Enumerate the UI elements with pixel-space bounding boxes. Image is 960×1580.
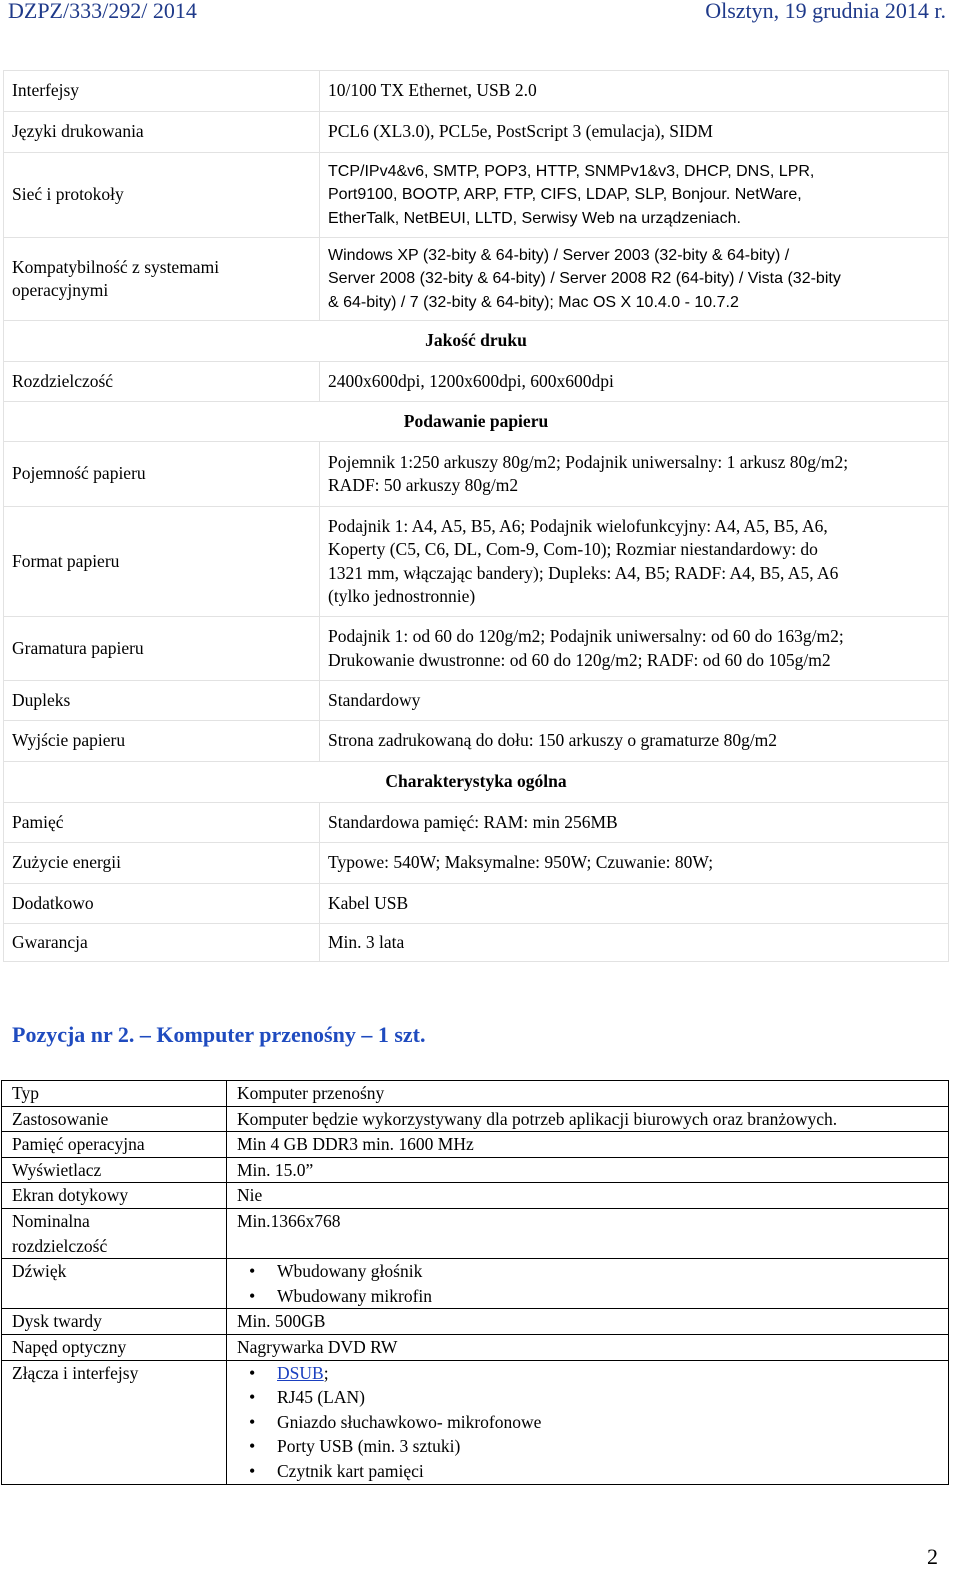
- row-label: Gwarancja: [4, 924, 320, 962]
- table-row: [4, 803, 949, 843]
- label-line: operacyjnymi: [12, 280, 109, 300]
- page-number: 2: [927, 1544, 938, 1569]
- row-value: [320, 238, 949, 321]
- row-value: Standardowy: [320, 681, 949, 721]
- row-label: Pamięć operacyjna: [2, 1132, 227, 1158]
- sound-list: [237, 1259, 938, 1308]
- table-row: [4, 884, 949, 924]
- table-row: [4, 362, 949, 402]
- table-row: [4, 153, 949, 238]
- row-label: Sieć i protokoły: [4, 153, 320, 238]
- row-label: Interfejsy: [4, 71, 320, 112]
- dsub-link[interactable]: DSUB: [277, 1362, 324, 1383]
- value-line: EtherTalk, NetBEUI, LLTD, Serwisy Web na urządzeniach.: [328, 209, 741, 227]
- list-item: • Czytnik kart pamięci: [277, 1459, 938, 1484]
- row-label: Zastosowanie: [2, 1106, 227, 1132]
- row-value: [320, 617, 949, 681]
- list-item: • Gniazdo słuchawkowo- mikrofonowe: [277, 1410, 938, 1435]
- table-row: [4, 442, 949, 507]
- printer-spec-table: [3, 70, 949, 962]
- value-line: & 64-bity) / 7 (32-bity & 64-bity); Mac OS X 10.4.0 - 10.7.2: [328, 293, 739, 311]
- table-row: [2, 1334, 949, 1360]
- row-value: [227, 1360, 949, 1484]
- row-value: Min.1366x768: [227, 1208, 949, 1258]
- row-label: [4, 238, 320, 321]
- table-row: [4, 843, 949, 884]
- row-label: Pojemność papieru: [4, 442, 320, 507]
- table-row: [4, 238, 949, 321]
- table-row: [2, 1106, 949, 1132]
- value-line: Koperty (C5, C6, DL, Com-9, Com-10); Rozmiar niestandardowy: do: [328, 539, 818, 559]
- position-title: Pozycja nr 2. – Komputer przenośny – 1 szt.: [12, 1022, 426, 1047]
- value-line: Port9100, BOOTP, ARP, FTP, CIFS, LDAP, SLP, Bonjour. NetWare,: [328, 186, 802, 204]
- row-value: [320, 507, 949, 617]
- row-value: Nie: [227, 1183, 949, 1209]
- table-row: [2, 1183, 949, 1209]
- table-row: [2, 1157, 949, 1183]
- label-line: Nominalna: [12, 1210, 90, 1231]
- page-header: [0, 0, 960, 40]
- table-row: [2, 1309, 949, 1335]
- row-value: Komputer przenośny: [227, 1081, 949, 1107]
- label-line: rozdzielczość: [12, 1235, 108, 1256]
- row-value: Min 4 GB DDR3 min. 1600 MHz: [227, 1132, 949, 1158]
- table-row: [2, 1360, 949, 1484]
- place-date: Olsztyn, 19 grudnia 2014 r.: [705, 0, 946, 23]
- value-line: Podajnik 1: od 60 do 120g/m2; Podajnik uniwersalny: od 60 do 163g/m2;: [328, 626, 844, 646]
- table-row: [2, 1132, 949, 1158]
- list-item: • RJ45 (LAN): [277, 1385, 938, 1410]
- section-heading-paper: Podawanie papieru: [4, 402, 949, 442]
- row-label: Rozdzielczość: [4, 362, 320, 402]
- table-row: [4, 507, 949, 617]
- value-line: 1321 mm, włączając bandery); Dupleks: A4, B5; RADF: A4, B5, A5, A6: [328, 562, 839, 583]
- row-value: [320, 153, 949, 238]
- row-value: [227, 1259, 949, 1309]
- row-label: Format papieru: [4, 507, 320, 617]
- row-label: [2, 1208, 227, 1258]
- table-row: [4, 721, 949, 762]
- row-label: Dodatkowo: [4, 884, 320, 924]
- document-number: DZPZ/333/292/ 2014: [8, 0, 197, 23]
- table-row: [4, 112, 949, 153]
- row-value: Komputer będzie wykorzystywany dla potrzeb aplikacji biurowych oraz branżowych.: [227, 1106, 949, 1132]
- list-item: • Porty USB (min. 3 sztuki): [277, 1434, 938, 1459]
- dsub-suffix: ;: [323, 1362, 329, 1383]
- row-label: Złącza i interfejsy: [2, 1360, 227, 1484]
- row-value: Standardowa pamięć: RAM: min 256MB: [320, 803, 949, 843]
- list-item: [277, 1361, 938, 1386]
- value-line: Podajnik 1: A4, A5, B5, A6; Podajnik wielofunkcyjny: A4, A5, B5, A6,: [328, 515, 828, 536]
- row-label: Ekran dotykowy: [2, 1183, 227, 1209]
- section-row: [4, 321, 949, 362]
- row-value: Typowe: 540W; Maksymalne: 950W; Czuwanie: 80W;: [320, 843, 949, 884]
- row-label: Dupleks: [4, 681, 320, 721]
- row-value: Strona zadrukowaną do dołu: 150 arkuszy o gramaturze 80g/m2: [320, 721, 949, 762]
- value-line: (tylko jednostronnie): [328, 586, 476, 606]
- value-line: RADF: 50 arkuszy 80g/m2: [328, 475, 519, 495]
- table-row: [2, 1259, 949, 1309]
- row-label: Pamięć: [4, 803, 320, 843]
- row-label: Zużycie energii: [4, 843, 320, 884]
- row-value: PCL6 (XL3.0), PCL5e, PostScript 3 (emulacja), SIDM: [320, 112, 949, 153]
- row-value: 10/100 TX Ethernet, USB 2.0: [320, 71, 949, 112]
- row-label: Typ: [2, 1081, 227, 1107]
- value-line: TCP/IPv4&v6, SMTP, POP3, HTTP, SNMPv1&v3, DHCP, DNS, LPR,: [328, 162, 815, 180]
- row-value: Min. 15.0”: [227, 1157, 949, 1183]
- list-item: • Wbudowany mikrofin: [277, 1284, 938, 1309]
- row-label: Dysk twardy: [2, 1309, 227, 1335]
- value-line: Pojemnik 1:250 arkuszy 80g/m2; Podajnik uniwersalny: 1 arkusz 80g/m2;: [328, 451, 849, 472]
- row-value: Kabel USB: [320, 884, 949, 924]
- row-label: Wyjście papieru: [4, 721, 320, 762]
- row-value: [320, 442, 949, 507]
- table-row: [2, 1081, 949, 1107]
- row-value: 2400x600dpi, 1200x600dpi, 600x600dpi: [320, 362, 949, 402]
- table-row: [2, 1208, 949, 1258]
- table-row: [4, 617, 949, 681]
- table-row: [4, 681, 949, 721]
- list-item: • Wbudowany głośnik: [277, 1259, 938, 1284]
- row-label: Wyświetlacz: [2, 1157, 227, 1183]
- value-line: Server 2008 (32-bity & 64-bity) / Server 2008 R2 (64-bity) / Vista (32-bity: [328, 270, 841, 288]
- value-line: Drukowanie dwustronne: od 60 do 120g/m2; RADF: od 60 do 105g/m2: [328, 649, 831, 670]
- row-value: Nagrywarka DVD RW: [227, 1334, 949, 1360]
- row-label: Napęd optyczny: [2, 1334, 227, 1360]
- section-row: [4, 402, 949, 442]
- value-line: Windows XP (32-bity & 64-bity) / Server 2003 (32-bity & 64-bity) /: [328, 246, 790, 264]
- table-row: [4, 71, 949, 112]
- row-value: Min. 500GB: [227, 1309, 949, 1335]
- ports-list: [237, 1361, 938, 1484]
- row-label: Gramatura papieru: [4, 617, 320, 681]
- section-heading-quality: Jakość druku: [4, 321, 949, 362]
- laptop-spec-table: [1, 1080, 949, 1485]
- section-heading-general: Charakterystyka ogólna: [4, 762, 949, 803]
- row-value: Min. 3 lata: [320, 924, 949, 962]
- label-line: Kompatybilność z systemami: [12, 256, 220, 277]
- row-label: Dźwięk: [2, 1259, 227, 1309]
- table-row: [4, 924, 949, 962]
- section-row: [4, 762, 949, 803]
- row-label: Języki drukowania: [4, 112, 320, 153]
